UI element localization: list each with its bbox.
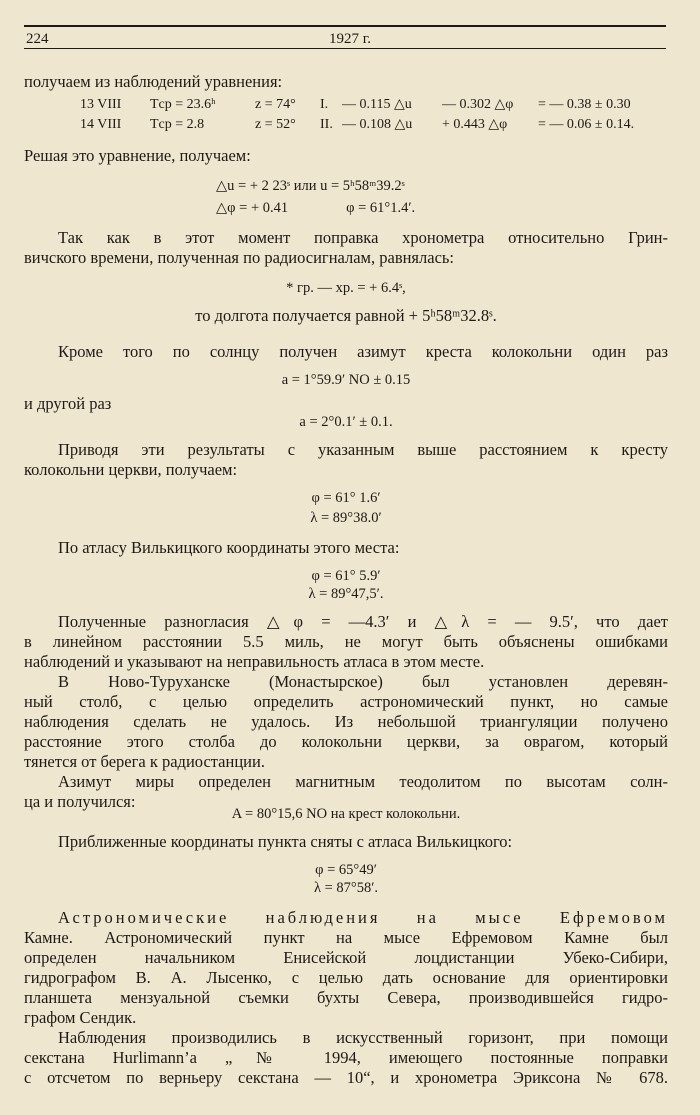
eq-z: z = 74° — [255, 97, 296, 112]
eq-z: z = 52° — [255, 117, 296, 132]
text-line: секстана Hurlimann’a „№ 1994, имеющего постоянные поправки — [24, 1048, 668, 1067]
text-line: Камне. Астрономический пункт на мысе Ефремовом Камне был — [24, 928, 668, 947]
text-line: расстояние этого столба до колокольни церкви, за оврагом, который — [24, 732, 668, 751]
text-line: и другой раз — [24, 394, 112, 413]
formula-line: λ = 89°38.0′ — [310, 510, 382, 526]
formula-line: a = 2°0.1′ ± 0.1. — [299, 414, 393, 430]
text-line: Решая это уравнение, получаем: — [24, 146, 251, 165]
eq-r: = — 0.38 ± 0.30 — [538, 97, 631, 112]
text-line: ца и получился: — [24, 792, 136, 811]
eq-t: Tср = 23.6ʰ — [150, 97, 216, 112]
text-line: наблюдений и указывают на неправильность атласа в этом месте. — [24, 652, 485, 671]
text-line: Приводя эти результаты с указанным выше расстоянием к кресту — [58, 440, 668, 459]
text-line: Полученные разногласия △φ = —4.3′ и △λ = — 9.5′, что дает — [58, 612, 668, 631]
text-line: В Ново-Туруханске (Монастырское) был установлен деревян- — [58, 672, 668, 691]
text-line: тянется от берега к радиостанции. — [24, 752, 265, 771]
text-line: Так как в этот момент поправка хронометра относительно Грин- — [58, 228, 668, 247]
formula-line: A = 80°15,6 NO на крест колокольни. — [231, 806, 461, 822]
eq-r: = — 0.06 ± 0.14. — [538, 117, 635, 132]
text-line: Кроме того по солнцу получен азимут креста колокольни один раз — [58, 342, 668, 361]
text-line: определен начальником Енисейской лоцдистанции Убеко-Сибири, — [24, 948, 668, 967]
eq-b: — 0.302 △φ — [442, 97, 514, 112]
text-line: ный столб, с целью определить астрономический пункт, но самые — [24, 692, 668, 711]
formula-line: △φ = + 0.41 φ = 61°1.4′. — [216, 200, 416, 216]
eq-a: — 0.115 △u — [342, 97, 412, 112]
text-line: Приближенные координаты пункта сняты с атласа Вилькицкого: — [58, 832, 513, 851]
text-line: По атласу Вилькицкого координаты этого места: — [58, 538, 400, 557]
formula-line: λ = 89°47,5′. — [308, 586, 384, 602]
eq-date: 14 VIII — [80, 117, 122, 132]
section-heading: Астрономические наблюдения на мысе Ефремовом — [58, 908, 668, 927]
formula-line: a = 1°59.9′ NO ± 0.15 — [281, 372, 411, 388]
eq-num: I. — [320, 97, 329, 112]
formula-line: λ = 87°58′. — [313, 880, 379, 896]
text-line: вичского времени, полученная по радиосигналам, равнялась: — [24, 248, 455, 267]
text-line: гидрографом В. А. Лысенко, с целью дать основание для ориентировки — [24, 968, 668, 987]
formula-line: △u = + 2 23ˢ или u = 5ʰ58ᵐ39.2ˢ — [216, 178, 405, 194]
page-number: 224 — [26, 31, 49, 47]
header-rule-top — [24, 25, 666, 27]
running-title-year: 1927 г. — [329, 31, 371, 47]
formula-line: φ = 61° 5.9′ — [311, 568, 381, 584]
formula-line: * гр. — хр. = + 6.4ˢ, — [286, 280, 406, 296]
text-line: то долгота получается равной + 5ʰ58ᵐ32.8ˢ. — [195, 306, 497, 325]
formula-line: φ = 61° 1.6′ — [311, 490, 381, 506]
formula-line: φ = 65°49′ — [315, 862, 377, 878]
eq-b: + 0.443 △φ — [442, 117, 508, 132]
text-line: получаем из наблюдений уравнения: — [24, 72, 283, 91]
text-line: Азимут миры определен магнитным теодолитом по высотам солн- — [58, 772, 668, 791]
eq-date: 13 VIII — [80, 97, 122, 112]
text-line: графом Сендик. — [24, 1008, 137, 1027]
text-line: планшета мензуальной съемки бухты Севера, производившейся гидро- — [24, 988, 668, 1007]
eq-t: Tср = 2.8 — [150, 117, 205, 132]
text-line: с отсчетом по верньеру секстана — 10“, и хронометра Эриксона № 678. — [24, 1068, 668, 1087]
text-line: Наблюдения производились в искусственный горизонт, при помощи — [58, 1028, 668, 1047]
eq-a: — 0.108 △u — [342, 117, 413, 132]
text-line: в линейном расстоянии 5.5 миль, не могут быть объяснены ошибками — [24, 632, 668, 651]
eq-num: II. — [320, 117, 333, 132]
text-line: колокольни церкви, получаем: — [24, 460, 238, 479]
header-rule-bottom — [24, 48, 666, 49]
text-line: наблюдения сделать не удалось. Из небольшой триангуляции получено — [24, 712, 668, 731]
